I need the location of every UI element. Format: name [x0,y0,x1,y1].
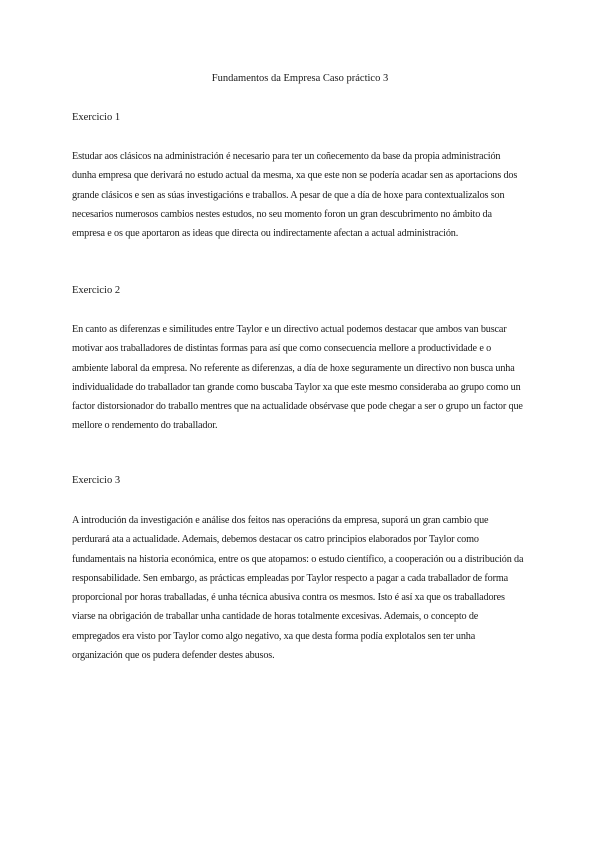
document-title: Fundamentos da Empresa Caso práctico 3 [211,73,389,84]
section-body-exercicio-2: En canto as diferenzas e similitudes entre Taylor e un directivo actual podemos destacar que ambos van buscar motivar aos traballadores de distintas formas para así que como consecuencia mellore a productividade e o ambiente laboral da empresa. No referente as diferenzas, a día de hoxe seguramente un directivo non busca unha individualidade do traballador tan grande como buscaba Taylor xa que este mesmo consideraba ao grupo como un factor distorsionador do traballo mentres que na actualidade obsérvase que pode chegar a ser o grupo un factor que mellore o rendemento do traballador. [72,324,523,432]
section-heading-exercicio-1: Exercicio 1 [72,112,121,123]
section-body-exercicio-1: Estudar aos clásicos na administración é necesario para ter un coñecemento da base da propia administración dunha empresa que derivará no estudo actual da mesma, xa que este non se podería acadar sen as aportacions dos grande clásicos e sen as súas investigacións e traballos. A pesar de que a día de hoxe para contextualizalos son necesarios numerosos cambios nestes estudos, no seu momento foron un gran descubrimento no ámbito da empresa e os que aportaron as ideas que directa ou indirectamente afectan a actual administración. [72,151,518,240]
section-body-exercicio-3: A introdución da investigación e análise dos feitos nas operacións da empresa, suporá un gran cambio que perdurará ata a actualidade. Ademais, debemos destacar os catro principios elaborados por Taylor como fundamentais na historia económica, entre os que atopamos: o estudo científico, a cooperación ou a distribución da responsabilidade. Sen embargo, as prácticas empleadas por Taylor respecto a pagar a cada traballador de forma proporcional por horas traballadas, é unha técnica abusiva contra os mesmos. Isto é así xa que os traballadores viarse na obrigación de traballar unha cantidade de horas totalmente excesivas. Ademais, o concepto de empregados era visto por Taylor como algo negativo, xa que desta forma podía explotalos sen ter unha organización que os pudera defender destes abusos. [72,515,524,662]
section-heading-exercicio-3: Exercicio 3 [72,475,121,486]
section-heading-exercicio-2: Exercicio 2 [72,285,121,296]
